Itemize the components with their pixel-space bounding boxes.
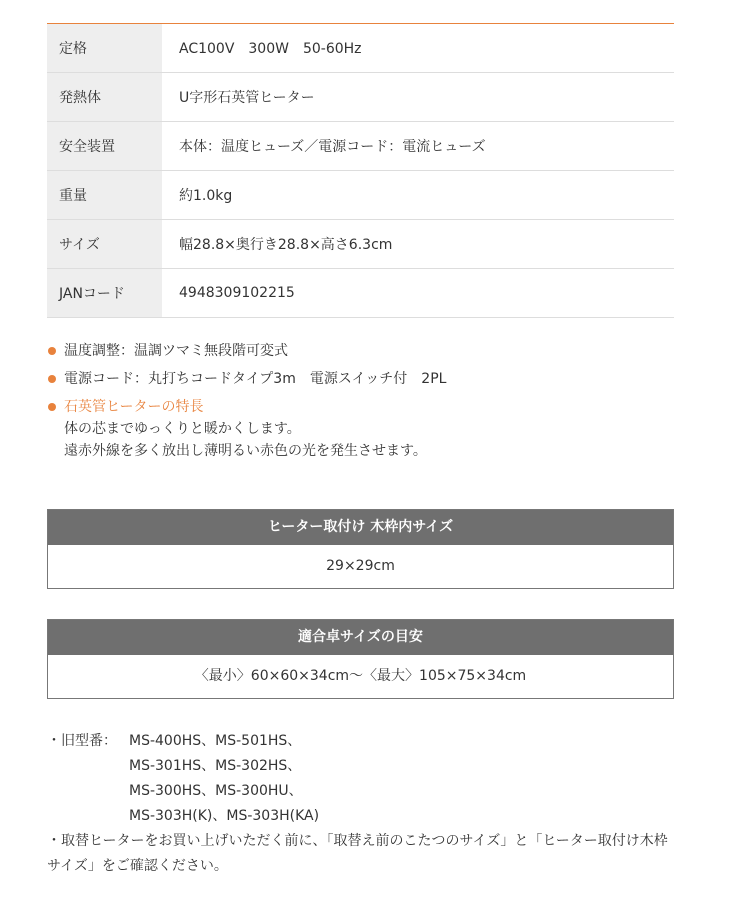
feature-line-1: 体の芯までゆっくりと暖かくします。 — [64, 421, 301, 437]
heater-frame-size-box — [47, 509, 674, 589]
spec-value-jan: 4948309102215 — [162, 269, 674, 318]
spec-value-rating: AC100V 300W 50-60Hz — [162, 24, 674, 73]
table-row — [47, 122, 674, 171]
old-models-row — [47, 729, 687, 754]
spec-value-size: 幅28.8×奥行き28.8×高さ6.3cm — [162, 220, 674, 269]
table-size-guide-title: 適合卓サイズの目安 — [48, 620, 673, 655]
feature-bullets — [47, 340, 674, 468]
spec-label-safety: 安全装置 — [47, 122, 162, 171]
old-models-line-4: MS-303H(K)、MS-303H(KA) — [129, 808, 320, 824]
table-size-guide-box — [47, 619, 674, 699]
table-row — [47, 220, 674, 269]
old-models-line-1: MS-400HS、MS-501HS、 — [129, 733, 302, 749]
bullet-cord-text: 電源コード：丸打ちコードタイプ3m 電源スイッチ付 2PL — [64, 371, 447, 387]
spec-label-heating-element: 発熱体 — [47, 73, 162, 122]
bullet-dot-icon — [48, 375, 56, 383]
old-models-line-2: MS-301HS、MS-302HS、 — [129, 758, 302, 774]
feature-line-2: 遠赤外線を多く放出し薄明るい赤色の光を発生させます。 — [64, 443, 427, 459]
table-size-guide-value: 〈最小〉60×60×34cm〜〈最大〉105×75×34cm — [48, 655, 673, 698]
spec-table — [47, 24, 674, 318]
old-models-line-3: MS-300HS、MS-300HU、 — [129, 783, 303, 799]
bullet-dot-icon — [48, 347, 56, 355]
bullet-temperature — [47, 340, 674, 362]
spec-value-weight: 約1.0kg — [162, 171, 674, 220]
table-row — [47, 73, 674, 122]
spec-value-safety: 本体：温度ヒューズ／電源コード：電流ヒューズ — [162, 122, 674, 171]
spec-label-rating: 定格 — [47, 24, 162, 73]
bullet-cord — [47, 368, 674, 390]
bullet-quartz-features — [47, 396, 674, 462]
feature-title: 石英管ヒーターの特長 — [64, 399, 204, 415]
old-models-prefix: ・旧型番： — [47, 733, 117, 749]
table-row — [47, 24, 674, 73]
heater-frame-size-title: ヒーター取付け 木枠内サイズ — [48, 510, 673, 545]
bullet-temperature-text: 温度調整：温調ツマミ無段階可変式 — [64, 343, 288, 359]
spec-label-jan: JANコード — [47, 269, 162, 318]
spec-value-heating-element: U字形石英管ヒーター — [162, 73, 674, 122]
replacement-note: ・取替ヒーターをお買い上げいただく前に、「取替え前のこたつのサイズ」と「ヒーター取付け木枠サイズ」をご確認ください。 — [47, 833, 668, 874]
table-row — [47, 171, 674, 220]
heater-frame-size-value: 29×29cm — [48, 545, 673, 588]
spec-label-weight: 重量 — [47, 171, 162, 220]
table-row — [47, 269, 674, 318]
spec-label-size: サイズ — [47, 220, 162, 269]
notes-section — [47, 729, 687, 879]
bullet-dot-icon — [48, 403, 56, 411]
